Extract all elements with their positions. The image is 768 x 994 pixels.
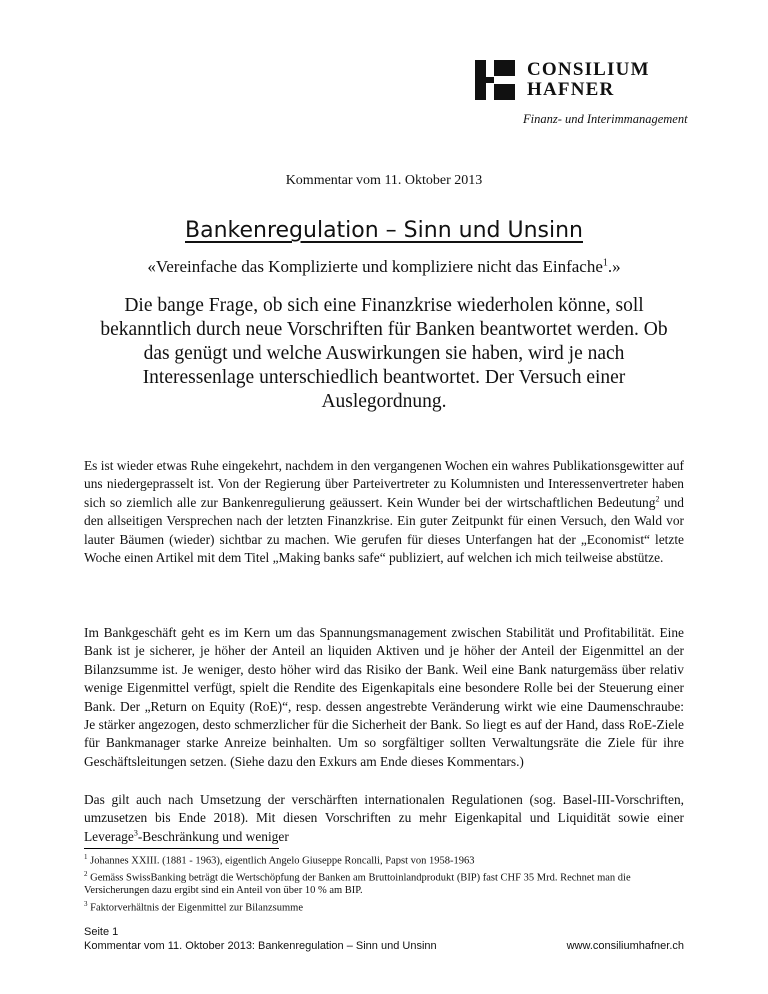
page-footer	[84, 925, 437, 953]
company-logo	[475, 60, 715, 130]
body-paragraph-3	[84, 791, 684, 846]
footnote-number: 1	[84, 853, 88, 861]
paragraph-1-text-a: Es ist wieder etwas Ruhe eingekehrt, nachdem in den vergangenen Wochen ein wahres Publikationsgewitter auf uns niedergeprasselt ist. Von der Regierung über Parteivertreter zu Kolumnisten und Interessenvertreter haben sich so ziemlich alle zur Bankenregulierung geäussert. Kein Wunder bei der wirtschaftlichen Bedeutung	[84, 458, 684, 510]
footnote-text: Faktorverhältnis der Eigenmittel zur Bilanzsumme	[87, 902, 303, 914]
footnote-text: Gemäss SwissBanking beträgt die Wertschöpfung der Banken am Bruttoinlandprodukt (BIP) fast CHF 35 Mrd. Rechnet man die Versicherungen dazu ergibt sind ein Anteil von über 10 % am BIP.	[84, 872, 631, 897]
logo-wordmark	[527, 60, 650, 100]
footnote-ref-1: 1	[602, 257, 608, 269]
dateline: Kommentar vom 11. Oktober 2013	[285, 173, 483, 188]
quote-text: «Vereinfache das Komplizierte und kompliziere nicht das Einfache	[147, 257, 603, 276]
footnote-2	[84, 868, 684, 898]
footnote-text: Johannes XXIII. (1881 - 1963), eigentlich Angelo Giuseppe Roncalli, Papst von 1958-1963	[87, 855, 475, 867]
footnote-ref-2: 2	[655, 494, 660, 504]
logo-line-2: HAFNER	[527, 79, 615, 100]
body-paragraph-2: Im Bankgeschäft geht es im Kern um das Spannungsmanagement zwischen Stabilität und Profitabilität. Eine Bank ist je sicherer, je höher der Anteil an liquiden Aktiven und je höher der Anteil der Eigenmittel an der Bilanzsumme ist. Je weniger, desto höher wird das Risiko der Bank. Weil eine Bank naturgemäss über relativ wenige Eigenmittel verfügt, spielt die Rendite des Eigenkapitals eine besondere Rolle bei der Steuerung einer Bank. Der „Return on Equity (RoE)“, resp. dessen angestrebte Veränderung wirkt wie eine Daumenschraube: Je stärker angezogen, desto schmerzlicher für die Sicherheit der Bank. So liegt es auf der Hand, dass RoE-Ziele für Bankmanager starke Anreize beinhalten. Um so sorgfältiger sollten Verwaltungsräte die Ziele für ihre Geschäftsleitungen setzen. (Siehe dazu den Exkurs am Ende dieses Kommentars.)	[84, 625, 684, 769]
lead-paragraph: Die bange Frage, ob sich eine Finanzkrise wiederholen könne, soll bekanntlich durch neue Vorschriften für Banken beantwortet werden. Ob das genügt und welche Auswirkungen sie haben, wird je nach Interessenlage unterschiedlich beantwortet. Der Versuch einer Auslegordnung.	[100, 295, 668, 412]
logo-tagline: Finanz- und Interimmanagement	[523, 112, 688, 126]
footnote-divider	[84, 848, 279, 849]
paragraph-3-text-a: Das gilt auch nach Umsetzung der verschärften internationalen Regulationen (sog. Basel-III-Vorschriften, umzusetzen bis Ende 2018). Mit diesen Vorschriften zu mehr Eigenkapital und Liquidität sowie einer Leverage	[84, 792, 684, 844]
footnote-number: 2	[84, 869, 88, 878]
consilium-logo-icon	[475, 60, 515, 100]
footer-website-link[interactable]: www.consiliumhafner.ch	[566, 940, 684, 952]
footnotes	[84, 851, 684, 914]
footer-document-title: Kommentar vom 11. Oktober 2013: Bankenregulation – Sinn und Unsinn	[84, 940, 437, 952]
paragraph-3-text-b: -Beschränkung und weniger	[137, 828, 289, 844]
footnote-ref-3: 3	[133, 828, 138, 838]
body-paragraph-1	[84, 457, 684, 567]
footnote-number: 3	[84, 899, 88, 908]
document-title: Bankenregulation – Sinn und Unsinn	[185, 218, 583, 243]
epigraph-quote	[0, 257, 768, 277]
quote-close: .»	[607, 257, 621, 276]
footnote-1	[84, 851, 684, 868]
footnote-3	[84, 898, 684, 915]
paragraph-1-text-b: und den allseitigen Versprechen nach der letzten Finanzkrise. Ein guter Zeitpunkt für einen Versuch, den Wald vor lauter Bäumen (wieder) sichtbar zu machen. Wie gerufen für dieses Unterfangen hat der „Economist“ letzte Woche einen Artikel mit dem Titel „Making banks safe“ publiziert, auf welchen ich mich teilweise abstütze.	[84, 494, 684, 566]
logo-line-1: CONSILIUM	[527, 59, 650, 80]
page-number: Seite 1	[84, 926, 119, 938]
